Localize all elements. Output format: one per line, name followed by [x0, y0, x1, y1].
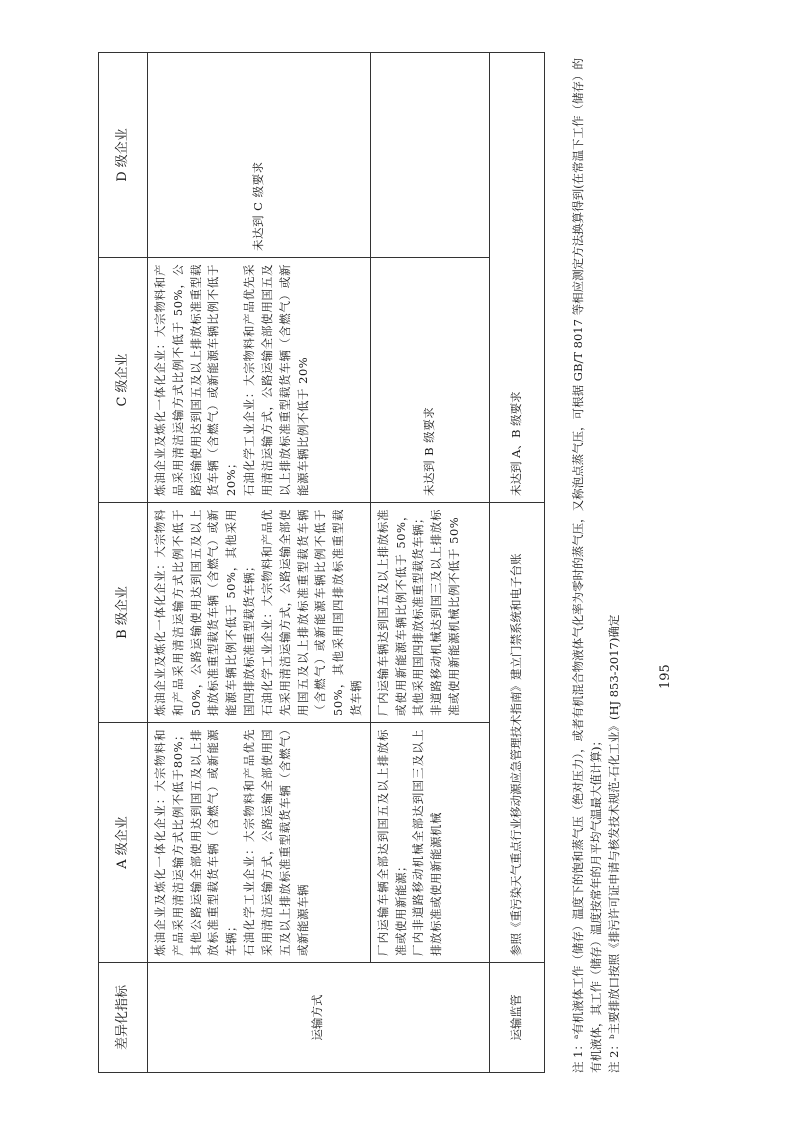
header-grade-c: C 级企业: [99, 258, 148, 503]
cell-d-transport-text: 未达到 C 级要求: [250, 161, 265, 251]
cell-c-transport-p2: 石油化学工业企业：大宗物料和产品优先采用清洁运输方式，公路运输全部使用国五及以上排放标准重型载货车辆（含燃气）或新能源车辆比例不低于 20%: [242, 264, 310, 496]
cell-b-onsite-p1: 厂内运输车辆达到国五及以上排放标准或使用新能源车辆比例不低于 50%，其他采用国四排放标准重型载货车辆；: [375, 509, 426, 716]
differentiation-table: [98, 52, 545, 1073]
cell-b-onsite-p2: 非道路移动机械达到国三及以上排放标准或使用新能源机械比例不低于 50%: [429, 509, 461, 716]
cell-a-onsite-p1: 厂内运输车辆全部达到国五及以上排放标准或使用新能源；: [375, 729, 408, 956]
cell-a-transport: [148, 723, 371, 963]
table-row-monitoring: [489, 53, 544, 1073]
header-grade-d: D 级企业: [99, 53, 148, 258]
header-grade-b: B 级企业: [99, 503, 148, 723]
footnote-1: 注 1：ᵃ有机液体工作（储存）温度下的饱和蒸气压（绝对压力），或者有机混合物液体气化率为零时的蒸气压，又称泡点蒸气压，可根据 GB/T 8017 等相应测定方法换算得到(在常温下工作（储存）的有机液体，其工作（储存）温度按常年的月平均气温最大值计算)；: [571, 57, 603, 1073]
cell-d-onsite: [370, 53, 489, 258]
cell-a-transport-p1: 炼油企业及炼化一体化企业：大宗物料和产品采用清洁运输方式比例不低于80%；其他公路运输全部使用达到国五及以上排放标准重型载货车辆（含燃气）或新能源车辆；: [153, 729, 239, 956]
cell-b-transport: [148, 503, 371, 723]
cell-c-onsite-text: 未达到 B 级要求: [421, 406, 436, 496]
table-row-transport-onsite: [370, 53, 489, 1073]
cell-ab-monitoring: 参照《重污染天气重点行业移动源应急管理技术指南》建立门禁系统和电子台账: [489, 503, 544, 963]
footnotes: [570, 53, 623, 1073]
cell-c-transport: [148, 258, 371, 503]
header-grade-a: A 级企业: [99, 723, 148, 963]
table-row-transport-main: [148, 53, 371, 1073]
row-label-monitoring: 运输监管: [489, 963, 544, 1073]
cell-b-onsite: [370, 503, 489, 723]
cell-cd-monitoring: 未达到 A、B 级要求: [489, 53, 544, 503]
rotated-sheet: [98, 53, 673, 1073]
cell-c-onsite: [370, 258, 489, 503]
cell-a-onsite: [370, 723, 489, 963]
table-header-row: [99, 53, 148, 1073]
cell-a-onsite-p2: 厂内非道路移动机械全部达到国三及以上排放标准或使用新能源机械: [411, 729, 444, 956]
header-indicator: 差异化指标: [99, 963, 148, 1073]
cell-d-transport: [148, 53, 371, 258]
cell-b-transport-p2: 石油化学工业企业：大宗物料和产品优先采用清洁运输方式，公路运输全部使用国五及以上排放标准重型载货车辆（含燃气）或新能源车辆比例不低于50%，其他采用国四排放标准重型载货车辆: [259, 509, 363, 716]
footnote-2: 注 2：ᵇ主要排放口按照《排污许可证申请与核发技术规范-石化工业》(HJ 853-2017)确定: [606, 614, 621, 1073]
row-label-transport: 运输方式: [148, 963, 490, 1073]
cell-c-transport-p1: 炼油企业及炼化一体化企业：大宗物料和产品采用清洁运输方式比例不低于 50%，公路运输使用达到国五及以上排放标准重型载货车辆（含燃气）或新能源车辆比例不低于 20%；: [153, 264, 239, 496]
cell-b-transport-p1: 炼油企业及炼化一体化企业：大宗物料和产品采用清洁运输方式比例不低于 50%，公路运输使用达到国五及以上排放标准重型载货车辆（含燃气）或新能源车辆比例不低于 50%，其他采用国四排放标准重型载货车辆；: [153, 509, 257, 716]
cell-a-transport-p2: 石油化学工业企业：大宗物料和产品优先采用清洁运输方式，公路运输全部使用国五及以上排放标准重型载货车辆（含燃气）或新能源车辆: [242, 729, 310, 956]
page-number: 195: [658, 664, 673, 689]
